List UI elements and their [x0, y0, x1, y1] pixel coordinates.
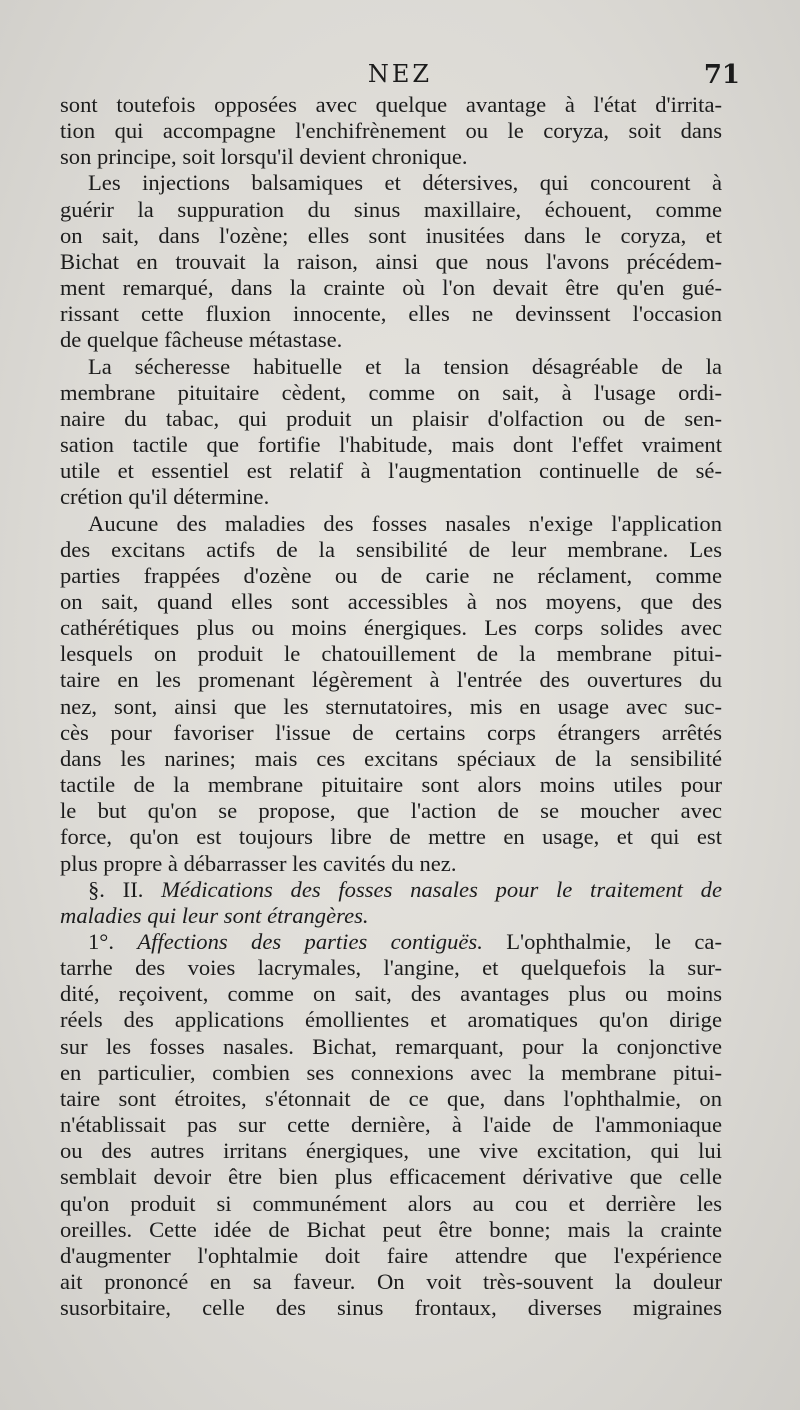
text-line: sation tactile que fortifie l'habitude, mais dont l'effet vraiment — [60, 432, 722, 458]
text-line: dité, reçoivent, comme on sait, des avantages plus ou moins — [60, 981, 722, 1007]
text-line: des excitans actifs de la sensibilité de leur membrane. Les — [60, 536, 722, 562]
italic-text: Affections des parties contiguës. — [137, 929, 483, 954]
text-line: lesquels on produit le chatouillement de la membrane pitui- — [60, 641, 722, 667]
body-text — [60, 92, 722, 1321]
text-line — [60, 877, 722, 903]
text-line: taire sont étroites, s'étonnait de ce que, dans l'ophthalmie, on — [60, 1085, 722, 1111]
text-line: tarrhe des voies lacrymales, l'angine, et quelquefois la sur- — [60, 955, 722, 981]
text-line: sont toutefois opposées avec quelque avantage à l'état d'irrita- — [60, 92, 722, 117]
text-line: Bichat en trouvait la raison, ainsi que nous l'avons précédem- — [60, 248, 722, 274]
text-run: §. II. — [88, 876, 162, 902]
text-line: crétion qu'il détermine. — [60, 484, 270, 510]
text-line: n'établissait pas sur cette dernière, à l'aide de l'ammoniaque — [60, 1112, 722, 1138]
text-line: ait prononcé en sa faveur. On voit très-souvent la douleur — [60, 1269, 722, 1295]
text-line: utile et essentiel est relatif à l'augmentation continuelle de sé- — [60, 458, 722, 484]
text-line: semblait devoir être bien plus efficacement dérivative que celle — [60, 1164, 722, 1190]
text-line: le but qu'on se propose, que l'action de se moucher avec — [60, 798, 722, 824]
text-line: taire en les promenant légèrement à l'entrée des ouvertures du — [60, 667, 722, 693]
text-line — [60, 903, 722, 929]
text-line: oreilles. Cette idée de Bichat peut être bonne; mais la crainte — [60, 1216, 722, 1242]
text-line: cathérétiques plus ou moins énergiques. Les corps solides avec — [60, 615, 722, 641]
running-head: NEZ — [367, 60, 433, 88]
text-line: dans les narines; mais ces excitans spéciaux de la sensibilité — [60, 745, 722, 771]
text-line: réels des applications émollientes et aromatiques qu'on dirige — [60, 1007, 722, 1033]
text-line: La sécheresse habituelle et la tension désagréable de la — [88, 353, 722, 379]
text-line: parties frappées d'ozène ou de carie ne réclament, comme — [60, 562, 722, 588]
text-line: ment remarqué, dans la crainte où l'on devait être qu'en gué- — [60, 275, 722, 301]
text-line: on sait, quand elles sont accessibles à nos moyens, que des — [60, 588, 722, 614]
text-line: naire du tabac, qui produit un plaisir d'olfaction ou de sen- — [60, 405, 722, 431]
text-line: force, qu'on est toujours libre de mettre en usage, et qui est — [60, 824, 722, 850]
italic-text: Médications des fosses nasales pour le traitement de — [161, 876, 722, 902]
text-run: 1°. — [88, 929, 138, 954]
text-run: L'ophthalmie, le ca- — [482, 929, 722, 954]
text-line: cès pour favoriser l'issue de certains corps étrangers arrêtés — [60, 719, 722, 745]
text-line: d'augmenter l'ophtalmie doit faire attendre que l'expérience — [60, 1242, 722, 1268]
text-line: tactile de la membrane pituitaire sont alors moins utiles pour — [60, 772, 722, 798]
text-line: tion qui accompagne l'enchifrènement ou le coryza, soit dans — [60, 118, 722, 144]
text-line: nez, sont, ainsi que les sternutatoires, mis en usage avec suc- — [60, 693, 722, 719]
text-line: guérir la suppuration du sinus maxillaire, échouent, comme — [60, 196, 722, 222]
text-line: on sait, dans l'ozène; elles sont inusitées dans le coryza, et — [60, 222, 722, 248]
text-line: susorbitaire, celle des sinus frontaux, diverses migraines — [60, 1295, 722, 1321]
text-line: membrane pituitaire cèdent, comme on sait, à l'usage ordi- — [60, 379, 722, 405]
text-line: en particulier, combien ses connexions avec la membrane pitui- — [60, 1059, 722, 1085]
page-number: 71 — [703, 60, 740, 90]
text-line: son principe, soit lorsqu'il devient chronique. — [60, 144, 468, 170]
text-line: qu'on produit si communément alors au cou et derrière les — [60, 1190, 722, 1216]
text-line: Les injections balsamiques et détersives, qui concourent à — [88, 170, 722, 196]
page-header — [60, 58, 740, 92]
text-line: plus propre à débarrasser les cavités du nez. — [60, 850, 457, 876]
text-line: de quelque fâcheuse métastase. — [60, 327, 343, 353]
text-line: ou des autres irritans énergiques, une vive excitation, qui lui — [60, 1138, 722, 1164]
text-line — [60, 929, 722, 955]
text-line: Aucune des maladies des fosses nasales n'exige l'application — [88, 510, 722, 536]
text-line: rissant cette fluxion innocente, elles ne devinssent l'occasion — [60, 301, 722, 327]
italic-text: maladies qui leur sont étrangères. — [60, 902, 369, 928]
text-line: sur les fosses nasales. Bichat, remarquant, pour la conjonctive — [60, 1033, 722, 1059]
